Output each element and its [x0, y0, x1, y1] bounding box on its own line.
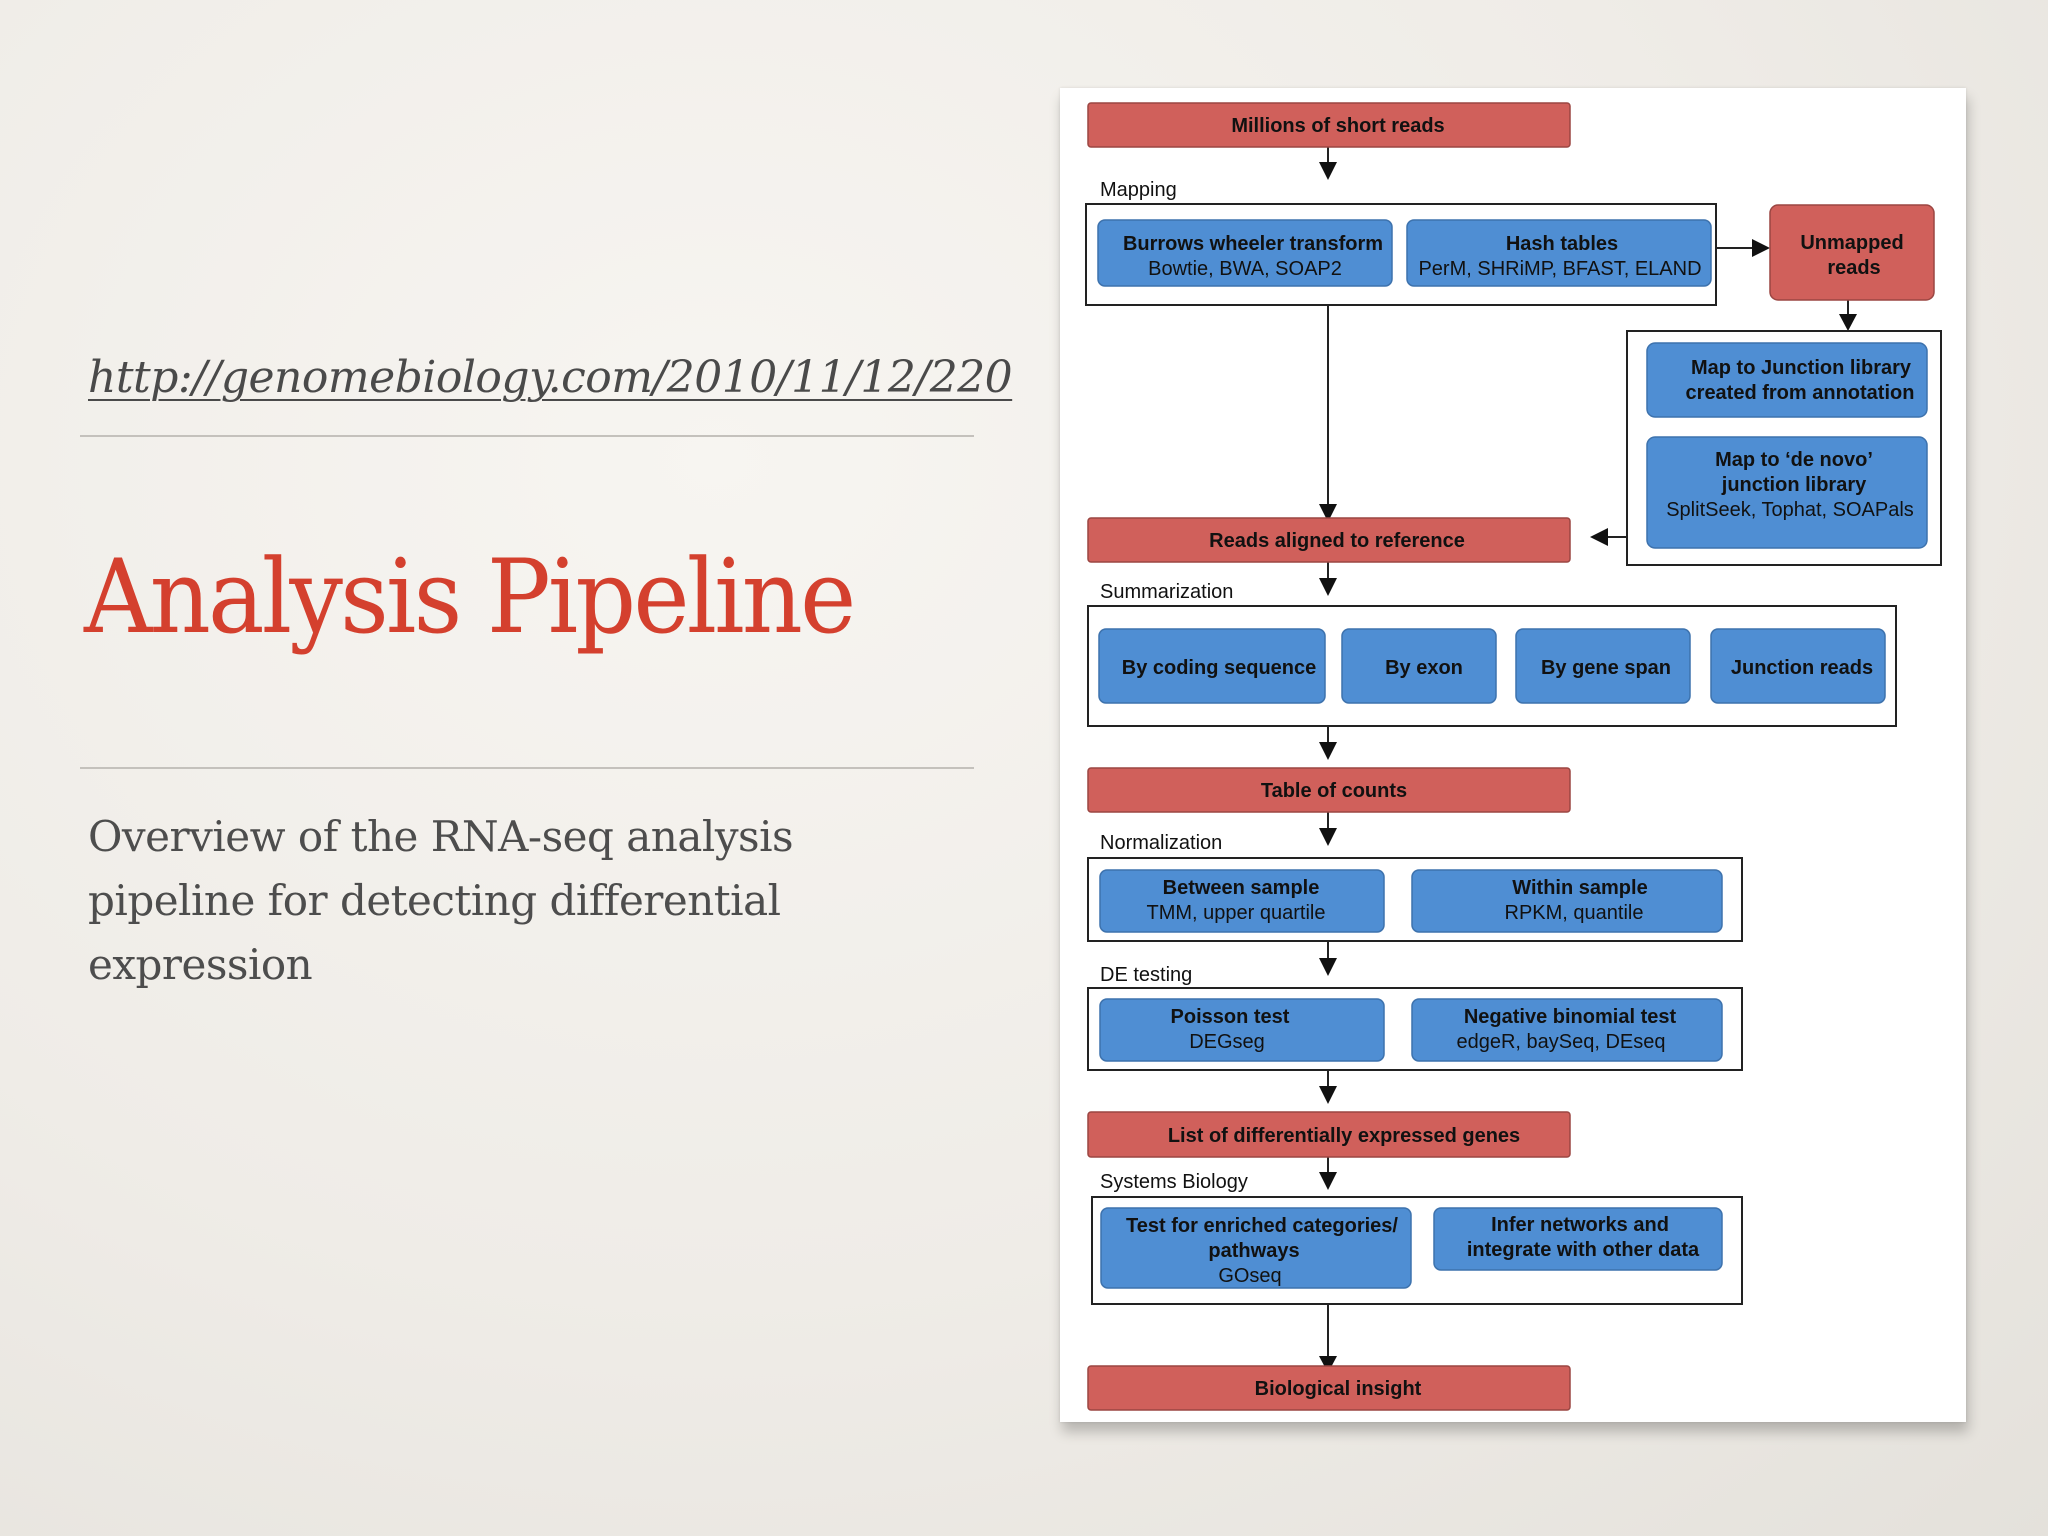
systems-biology-label: Systems Biology — [1100, 1171, 1248, 1193]
connectors — [1328, 124, 1848, 1356]
source-url-link[interactable]: http://genomebiology.com/2010/11/12/220 — [88, 352, 1013, 403]
svg-text:Poisson test: Poisson test — [1170, 1006, 1290, 1028]
svg-text:DEGseg: DEGseg — [1189, 1031, 1265, 1053]
biological-insight-box — [1088, 1366, 1570, 1410]
reads-aligned-box — [1088, 518, 1570, 562]
millions-short-reads-box — [1088, 103, 1570, 147]
svg-text:RPKM, quantile: RPKM, quantile — [1504, 902, 1644, 924]
slide-subtitle: Overview of the RNA-seq analysis pipeline for detecting differential expression — [88, 812, 794, 989]
by-gene-span-box — [1516, 629, 1690, 703]
svg-text:Hash tables: Hash tables — [1505, 233, 1619, 255]
svg-text:Biological insight: Biological insight — [1254, 1378, 1422, 1400]
unmapped-reads-box — [1770, 205, 1934, 300]
bwt-box — [1098, 220, 1392, 286]
svg-text:Infer networks and: Infer networks and — [1491, 1214, 1669, 1236]
svg-text:PerM, SHRiMP, BFAST, ELAND: PerM, SHRiMP, BFAST, ELAND — [1418, 258, 1702, 280]
by-exon-box — [1342, 629, 1496, 703]
svg-text:Unmapped: Unmapped — [1800, 232, 1904, 254]
divider-top — [80, 435, 974, 437]
svg-text:integrate with other data: integrate with other data — [1466, 1239, 1700, 1261]
junction-annotation-box — [1647, 343, 1927, 417]
svg-text:Table of counts: Table of counts — [1260, 780, 1408, 802]
summarization-label: Summarization — [1100, 581, 1234, 603]
infer-networks-box — [1434, 1208, 1722, 1270]
svg-text:Within sample: Within sample — [1512, 877, 1648, 899]
divider-bottom — [80, 767, 974, 769]
denovo-junction-box — [1647, 437, 1927, 548]
svg-text:SplitSeek, Tophat, SOAPals: SplitSeek, Tophat, SOAPals — [1666, 499, 1914, 521]
diff-genes-box — [1088, 1112, 1570, 1157]
svg-text:Junction reads: Junction reads — [1730, 657, 1874, 679]
table-of-counts-box — [1088, 768, 1570, 812]
svg-text:Negative binomial test: Negative binomial test — [1463, 1006, 1677, 1028]
svg-text:Bowtie, BWA, SOAP2: Bowtie, BWA, SOAP2 — [1148, 258, 1342, 280]
pipeline-diagram — [1060, 88, 1966, 1422]
svg-text:Test for enriched categories/: Test for enriched categories/ — [1126, 1215, 1398, 1237]
svg-text:TMM, upper quartile: TMM, upper quartile — [1146, 902, 1326, 924]
svg-text:Burrows wheeler transform: Burrows wheeler transform — [1122, 233, 1384, 255]
normalization-label: Normalization — [1100, 832, 1223, 854]
junction-reads-box — [1711, 629, 1885, 703]
de-testing-label: DE testing — [1100, 964, 1193, 986]
by-coding-sequence-box — [1099, 629, 1325, 703]
svg-text:edgeR, baySeq, DEseq: edgeR, baySeq, DEseq — [1456, 1031, 1666, 1053]
svg-text:Reads aligned to reference: Reads aligned to reference — [1209, 530, 1465, 552]
pipeline-figure — [1060, 88, 1966, 1422]
svg-text:GOseq: GOseq — [1218, 1265, 1282, 1287]
negative-binomial-box — [1412, 999, 1722, 1061]
within-sample-box — [1412, 870, 1722, 932]
enriched-categories-box — [1101, 1208, 1411, 1288]
svg-text:junction library: junction library — [1721, 474, 1867, 496]
svg-text:By coding sequence: By coding sequence — [1121, 657, 1317, 679]
svg-text:Map to ‘de novo’: Map to ‘de novo’ — [1715, 449, 1873, 471]
svg-text:Map to Junction library: Map to Junction library — [1690, 357, 1912, 379]
svg-text:List of differentially express: List of differentially expressed genes — [1167, 1125, 1521, 1147]
svg-text:Millions of short reads: Millions of short reads — [1231, 115, 1445, 137]
svg-text:pathways: pathways — [1208, 1240, 1300, 1262]
hash-tables-box — [1407, 220, 1711, 286]
svg-text:created from annotation: created from annotation — [1685, 382, 1915, 404]
svg-text:Between sample: Between sample — [1162, 877, 1320, 899]
svg-text:By exon: By exon — [1385, 657, 1463, 679]
slide-title: Analysis Pipeline — [84, 538, 854, 657]
poisson-test-box — [1100, 999, 1384, 1061]
svg-text:reads: reads — [1827, 257, 1881, 279]
between-sample-box — [1100, 870, 1384, 932]
svg-text:By gene span: By gene span — [1540, 657, 1672, 679]
mapping-label: Mapping — [1100, 179, 1177, 201]
